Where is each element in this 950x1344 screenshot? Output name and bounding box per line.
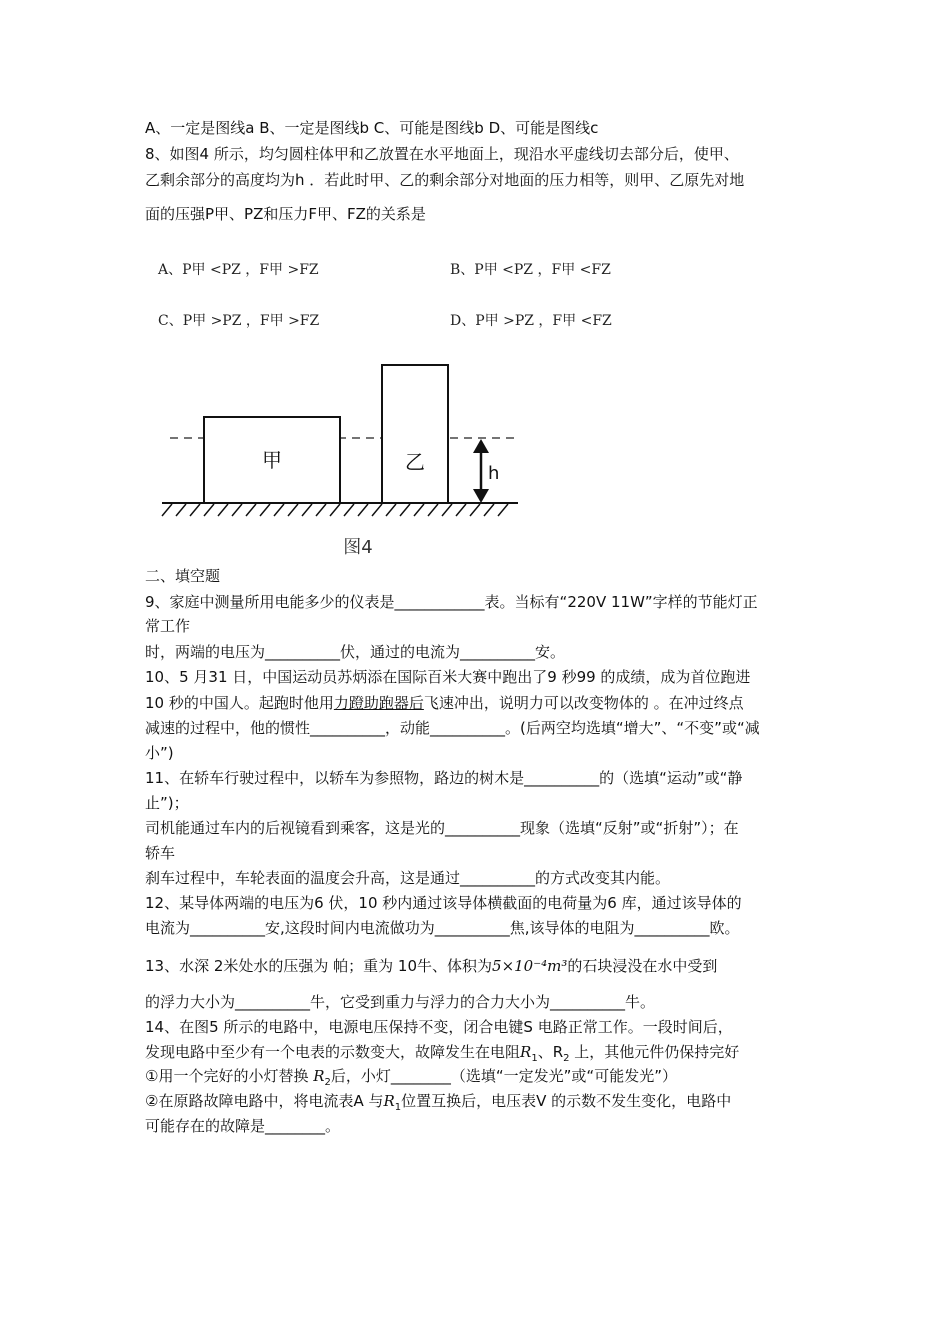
volume-expression: 5×10⁻⁴m³ (492, 957, 568, 975)
label-jia: 甲 (262, 448, 282, 472)
q8-option-c: C、P甲 >PZ ，F甲 >FZ (158, 313, 320, 329)
q11-line3: 司机能通过车内的后视镜看到乘客，这是光的__________现象（选填“反射”或“折射”）；在 (145, 819, 739, 837)
q11-line2: 止”)； (145, 794, 189, 812)
q8-option-d: D、P甲 >PZ ，F甲 <FZ (450, 313, 612, 329)
q8-line3: 面的压强P甲、PZ和压力F甲、FZ的关系是 (145, 205, 426, 223)
q8-option-a: A、P甲 <PZ ，F甲 >FZ (158, 262, 319, 278)
q10-line1: 10、5 月31 日，中国运动员苏炳添在国际百米大赛中跑出了9 秒99 的成绩，成为首位跑进 (145, 668, 751, 686)
q13-line2: 的浮力大小为__________牛，它受到重力与浮力的合力大小为__________牛。 (145, 993, 656, 1011)
q9-line1: 9、家庭中测量所用电能多少的仪表是____________表。当标有“220V 11W”字样的节能灯正 (145, 593, 758, 611)
q14-line2: 发现电路中至少有一个电表的示数变大，故障发生在电阻$R_1$、$R_2$ 上，其他元件仍保持完好 (145, 1043, 740, 1064)
figure-caption: 图4 (343, 537, 373, 558)
arrow-down-icon (473, 489, 489, 503)
q13-line1: 13、水深 2米处水的压强为 帕；重为 10牛、体积为5×10⁻⁴m³的石块浸没在水中受到 (145, 957, 718, 975)
q8-line2: 乙剩余部分的高度均为h ．若此时甲、乙的剩余部分对地面的压力相等，则甲、乙原先对地 (145, 171, 745, 189)
q9-line3: 时，两端的电压为__________伏，通过的电流为__________安。 (145, 643, 566, 661)
q12-line1: 12、某导体两端的电压为6 伏，10 秒内通过该导体横截面的电荷量为6 库，通过该导体的 (145, 894, 742, 912)
label-h: h (488, 463, 500, 484)
q10-line2: 10 秒的中国人。起跑时他用力蹬助跑器后飞速冲出，说明力可以改变物体的 。在冲过终点 (145, 694, 744, 712)
section-title: 二、填空题 (145, 567, 221, 585)
q11-line4: 轿车 (145, 844, 176, 862)
q11-line1: 11、在轿车行驶过程中，以轿车为参照物，路边的树木是__________的（选填“运动”或“静 (145, 769, 743, 787)
q12-line2: 电流为__________安,这段时间内电流做功为__________焦,该导体的电阻为__________欧。 (145, 919, 740, 937)
q14-line1: 14、在图5 所示的电路中，电源电压保持不变，闭合电键S 电路正常工作。一段时间后， (145, 1018, 733, 1036)
label-yi: 乙 (405, 450, 425, 474)
arrow-up-icon (473, 439, 489, 453)
q14-line5: 可能存在的故障是________。 (145, 1117, 341, 1135)
q8-line1: 8、如图4 所示，均匀圆柱体甲和乙放置在水平地面上，现沿水平虚线切去部分后，使甲、 (145, 145, 739, 163)
q10-line4: 小”) (145, 744, 174, 762)
q8-option-b: B、P甲 <PZ ，F甲 <FZ (450, 262, 611, 278)
cylinder-yi (382, 365, 448, 503)
ground-hatching (162, 504, 508, 516)
q7-options: A、一定是图线a B、一定是图线b C、可能是图线b D、可能是图线c (145, 119, 599, 137)
q14-line4: ②在原路故障电路中，将电流表A 与$R_1$位置互换后，电压表V 的示数不发生变化，电路中 (145, 1092, 732, 1113)
q14-line3: ①用一个完好的小灯替换 $R_2$后，小灯________（选填“一定发光”或“可能发光”） (145, 1067, 677, 1088)
figure-4 (150, 355, 530, 560)
q11-line5: 刹车过程中，车轮表面的温度会升高，这是通过__________的方式改变其内能。 (145, 869, 671, 887)
q10-line3: 减速的过程中，他的惯性__________，动能__________。(后两空均选填“增大”、“不变”或“减 (145, 719, 760, 737)
q9-line2: 常工作 (145, 617, 191, 635)
underlined-phrase: 力蹬助跑器后 (333, 694, 424, 712)
